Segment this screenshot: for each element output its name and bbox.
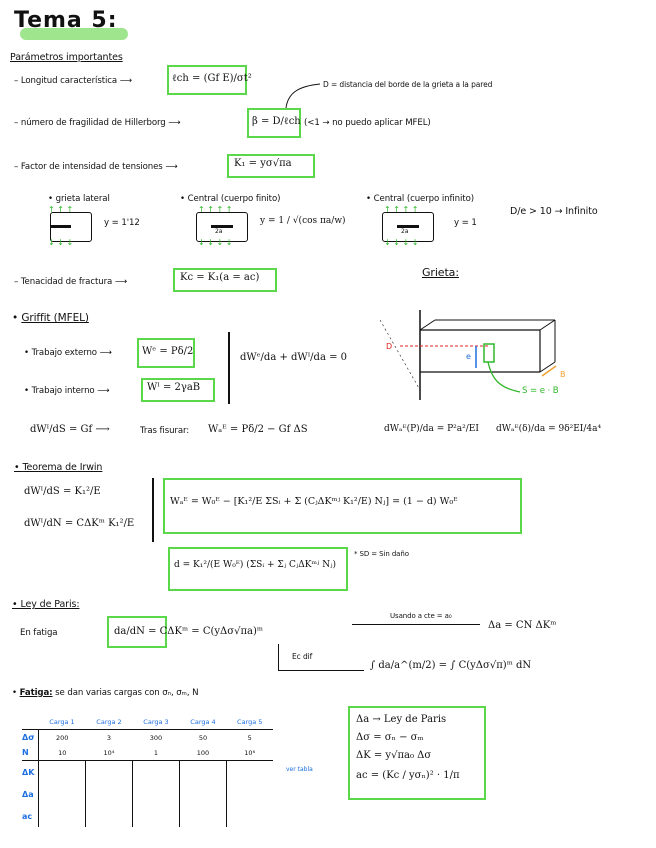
trabajo-ext-eq: Wᵉ = Pδ/2	[142, 346, 194, 357]
factor-eq: K₁ = yσ√πa	[234, 158, 292, 169]
table-row: N 10 10⁴ 1 100 10⁶	[22, 745, 273, 761]
irwin-eq2: dWᴵ/dN = CΔKᵐ K₁²/E	[24, 518, 135, 529]
crack-b: B	[560, 370, 566, 379]
case2-arrows-bottom: ↓ ↓ ↓ ↓	[198, 238, 233, 247]
summary-line: ac = (Kc / yσₙ)² · 1/π	[356, 770, 460, 781]
case2-specimen: 2a	[196, 212, 248, 242]
tenacidad-eq: Kc = K₁(a = ac)	[180, 272, 260, 283]
case2-eq: y = 1 / √(cos πa/w)	[260, 216, 346, 226]
irwin-divider	[152, 478, 154, 542]
damage-d-eq: d = K₁²/(E W₀ᴱ) (ΣSᵢ + Σⱼ CⱼΔKᵐʲ Nⱼ)	[174, 560, 337, 570]
table-header: Carga 1	[49, 717, 75, 726]
case1-label: • grieta lateral	[48, 194, 110, 204]
tras-label: Tras fisurar:	[140, 426, 190, 436]
irwin-eq1: dWᴵ/dS = K₁²/E	[24, 486, 101, 497]
d-note: D = distancia del borde de la grieta a la pared	[323, 80, 493, 89]
case1-arrows-bottom: ↓ ↓ ↓	[48, 238, 74, 247]
case1-eq: y = 1'12	[104, 218, 140, 228]
gf-eq: dWᴵ/dS = Gf ⟶	[30, 424, 110, 435]
integral-eq: ∫ da/a^(m/2) = ∫ C(yΔσ√π)ᵐ dN	[370, 660, 532, 671]
hillerborg-label: – número de fragilidad de Hillerborg ⟶	[14, 118, 181, 128]
table-row: Δσ 200 3 300 50 5	[22, 730, 273, 746]
paris-label: • Ley de Paris:	[12, 599, 80, 610]
trabajo-int-eq: Wᴵ = 2γaB	[147, 382, 201, 393]
infinite-note: D/e > 10 → Infinito	[510, 206, 598, 217]
case2-arrows-top: ↑ ↑ ↑ ↑	[198, 205, 233, 214]
params-heading: Parámetros importantes	[10, 52, 123, 63]
usando-label: Usando a cte = a₀	[390, 612, 452, 620]
case2-label: • Central (cuerpo finito)	[180, 194, 281, 204]
table-header-row	[22, 714, 273, 730]
case3-label: • Central (cuerpo infinito)	[366, 194, 474, 204]
sd-note: * SD = Sin daño	[354, 550, 409, 558]
case1-arrows-top: ↑ ↑ ↑	[48, 205, 74, 214]
tenacidad-label: – Tenacidad de fractura ⟶	[14, 277, 128, 287]
irwin-label: • Teorema de Irwin	[14, 462, 103, 473]
table-header: Carga 4	[190, 717, 216, 726]
summary-line: Δa → Ley de Paris	[356, 714, 447, 725]
table-row: ΔK	[22, 761, 273, 784]
ecdif-arrow	[278, 670, 364, 671]
long-car-label: – Longitud característica ⟶	[14, 76, 132, 86]
crack-d: D	[386, 342, 393, 351]
fatiga-table	[22, 714, 273, 827]
summary-line: ΔK = y√πa₀ Δσ	[356, 750, 432, 761]
case3-specimen: 2a	[382, 212, 434, 242]
griffith-label: • Griffit (MFEL)	[12, 312, 89, 324]
d-note-arrow	[280, 80, 326, 110]
table-side-note: ver tabla	[286, 766, 313, 773]
table-header: Carga 2	[96, 717, 122, 726]
trabajo-int-label: • Trabajo interno ⟶	[24, 386, 110, 396]
table-header: Carga 5	[237, 717, 263, 726]
case3-arrows-top: ↑ ↑ ↑ ↑	[384, 205, 419, 214]
damage-eq: Wₐᴱ = W₀ᴱ − [K₁²/E ΣSᵢ + Σ (CⱼΔKᵐʲ K₁²/E) Nⱼ] = (1 − d) W₀ᴱ	[170, 496, 458, 507]
energy-eq: dWᵉ/da + dWᴵ/da = 0	[240, 352, 348, 363]
grieta-label: Grieta:	[422, 266, 459, 279]
ecdif-vertical	[278, 644, 279, 670]
hillerborg-note: (<1 → no puedo aplicar MFEL)	[304, 118, 431, 128]
long-car-eq: ℓch = (Gf E)/σt²	[172, 73, 252, 84]
griffith-divider	[228, 332, 230, 404]
case3-eq: y = 1	[454, 218, 477, 228]
dw-d: dWₐᴱ(δ)/da = 9δ²EI/4a⁴	[496, 424, 602, 434]
fatiga-heading: • Fatiga: se dan varias cargas con σₙ, σₘ, N	[12, 688, 199, 698]
usando-eq: Δa = CN ΔKᵐ	[488, 620, 557, 631]
page-title: Tema 5:	[14, 8, 118, 33]
paris-eq: da/dN = CΔKᵐ = C(yΔσ√πa)ᵐ	[114, 626, 264, 637]
ecdif-label: Ec dif	[292, 652, 313, 661]
factor-label: – Factor de intensidad de tensiones ⟶	[14, 162, 178, 172]
trabajo-ext-label: • Trabajo externo ⟶	[24, 348, 112, 358]
table-row: Δa	[22, 783, 273, 805]
case3-arrows-bottom: ↓ ↓ ↓ ↓	[384, 238, 419, 247]
crack-e: e	[466, 352, 471, 361]
table-header: Carga 3	[143, 717, 169, 726]
hillerborg-eq: β = D/ℓch	[252, 116, 301, 127]
fatiga-word: En fatiga	[20, 628, 58, 638]
dw-p: dWₐᴱ(P)/da = P²a²/EI	[384, 424, 479, 434]
crack-s: S = e · B	[522, 386, 559, 396]
tras-eq: Wₐᴱ = Pδ/2 − Gf ΔS	[208, 424, 308, 435]
usando-arrow	[352, 624, 480, 625]
summary-line: Δσ = σₙ − σₘ	[356, 732, 424, 743]
table-row: ac	[22, 805, 273, 827]
